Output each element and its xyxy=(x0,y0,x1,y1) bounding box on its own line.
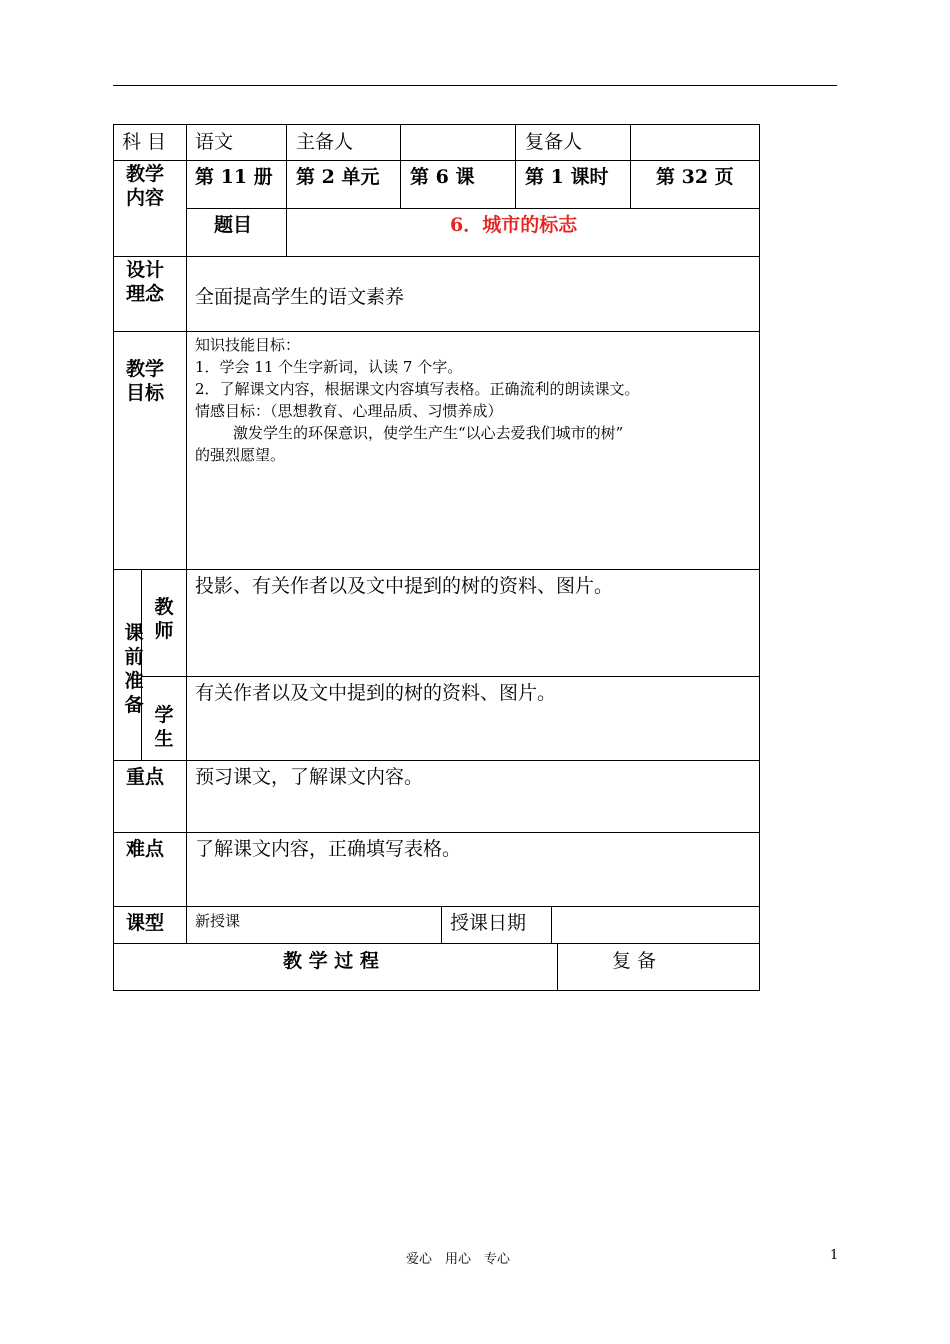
lesson-value: 第 6 课 xyxy=(410,166,475,188)
teacher-materials: 投影、有关作者以及文中提到的树的资料、图片。 xyxy=(195,575,614,597)
lesson-type-value: 新授课 xyxy=(195,912,241,930)
preparer-label: 主备人 xyxy=(296,131,354,153)
design-label: 设计 理念 xyxy=(126,259,165,305)
objectives-line: 1．学会 11 个生字新词，认读 7 个字。 xyxy=(195,358,463,376)
objectives-line: 知识技能目标： xyxy=(195,336,301,354)
objectives-line: 情感目标：（思想教育、心理品质、习惯养成） xyxy=(195,402,503,420)
difficulty-text: 了解课文内容，正确填写表格。 xyxy=(195,838,462,860)
objectives-line: 的强烈愿望。 xyxy=(195,446,286,464)
design-text: 全面提高学生的语文素养 xyxy=(195,286,405,308)
page-number: 1 xyxy=(830,1248,839,1263)
objectives-text xyxy=(195,334,755,466)
lesson-date-label: 授课日期 xyxy=(450,912,527,934)
period-value: 第 1 课时 xyxy=(525,166,609,188)
subject-value: 语文 xyxy=(195,131,234,153)
volume-value: 第 11 册 xyxy=(195,166,273,188)
page-value: 第 32 页 xyxy=(656,166,734,188)
objectives-line: 激发学生的环保意识，使学生产生“以心去爱我们城市的树” xyxy=(233,424,624,442)
key-point-label: 重点 xyxy=(126,766,165,788)
topic-label: 题目 xyxy=(214,214,253,236)
objectives-label: 教学 目标 xyxy=(126,358,165,404)
unit-value: 第 2 单元 xyxy=(296,166,380,188)
co-preparer-label: 复备人 xyxy=(525,131,583,153)
lesson-type-label: 课型 xyxy=(126,912,165,934)
footer-motto: 爱心 用心 专心 xyxy=(406,1252,511,1267)
student-label: 学 生 xyxy=(154,704,174,750)
process-label: 教 学 过 程 xyxy=(283,950,379,972)
key-point-text: 预习课文，了解课文内容。 xyxy=(195,766,424,788)
objectives-line: 2．了解课文内容，根据课文内容填写表格。正确流利的朗读课文。 xyxy=(195,380,640,398)
teacher-label: 教 师 xyxy=(154,596,174,642)
subject-label: 科 目 xyxy=(122,131,167,153)
review-label: 复 备 xyxy=(612,950,657,972)
preparation-label: 课 前 准 备 xyxy=(124,622,144,716)
content-label: 教学 内容 xyxy=(126,163,165,209)
student-materials: 有关作者以及文中提到的树的资料、图片。 xyxy=(195,682,557,704)
topic-title: 6．城市的标志 xyxy=(450,214,578,236)
difficulty-label: 难点 xyxy=(126,838,165,860)
header-rule xyxy=(113,85,837,86)
